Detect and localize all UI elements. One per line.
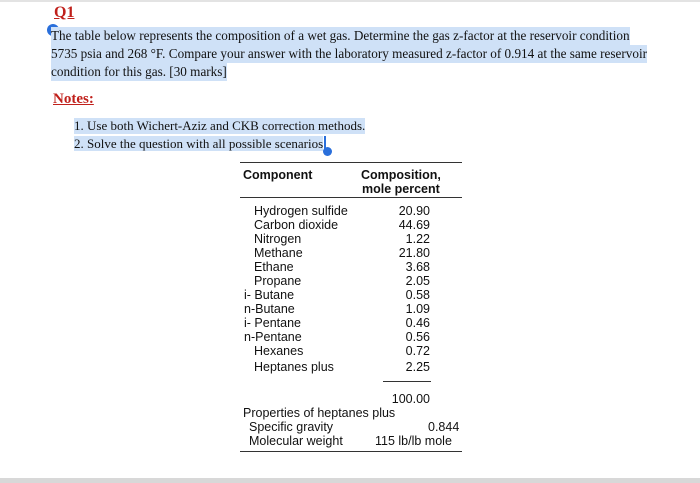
row-value: 2.05 <box>405 274 430 288</box>
row-value: 21.80 <box>398 246 430 260</box>
row-value: 3.68 <box>405 260 430 274</box>
row-value: 0.56 <box>405 330 430 344</box>
bottom-border <box>0 478 700 483</box>
row-component: n-Butane <box>244 302 295 316</box>
note-item-2: 2. Solve the question with all possible scenarios <box>74 136 324 151</box>
note-item-2-row <box>74 136 332 156</box>
row-value: 0.58 <box>405 288 430 302</box>
notes-heading: Notes: <box>53 91 94 107</box>
selection-end-handle-icon[interactable] <box>323 147 332 156</box>
row-component: Heptanes plus <box>254 360 334 374</box>
specific-gravity-label: Specific gravity <box>249 420 334 434</box>
question-title: Q1 <box>54 4 75 21</box>
table-header-rule <box>240 197 462 198</box>
table-bottom-rule <box>240 451 462 452</box>
row-component: Nitrogen <box>254 232 302 246</box>
row-component: i- Pentane <box>244 316 301 330</box>
row-component: Hexanes <box>254 344 304 358</box>
problem-line-2: 5735 psia and 268 °F. Compare your answer with the laboratory measured z-factor of 0.914 at the same reservoir <box>51 46 648 61</box>
row-component: Hydrogen sulfide <box>254 204 348 218</box>
properties-heading: Properties of heptanes plus <box>243 406 396 420</box>
row-component: n-Pentane <box>244 330 302 344</box>
table-top-rule <box>240 162 462 163</box>
total-value: 100.00 <box>391 392 430 406</box>
row-value: 1.22 <box>405 232 430 246</box>
molecular-weight-label: Molecular weight <box>249 434 343 448</box>
row-value: 44.69 <box>398 218 430 232</box>
top-border <box>0 0 700 2</box>
specific-gravity-value: 0.844 <box>428 420 460 434</box>
molecular-weight-value: 115 lb/lb mole <box>375 434 452 448</box>
row-component: i- Butane <box>244 288 295 302</box>
row-component: Methane <box>254 246 303 260</box>
row-value: 2.25 <box>405 360 430 374</box>
row-value: 0.46 <box>405 316 430 330</box>
row-component: Propane <box>254 274 302 288</box>
row-component: Carbon dioxide <box>254 218 339 232</box>
header-component: Component <box>243 168 313 182</box>
header-composition-2: mole percent <box>362 182 440 196</box>
problem-line-3: condition for this gas. [30 marks] <box>51 64 227 79</box>
row-value: 20.90 <box>398 204 430 218</box>
problem-line-1: The table below represents the composition of a wet gas. Determine the gas z-factor at the reservoir condition <box>51 28 630 43</box>
note-item-1: 1. Use both Wichert-Aziz and CKB correction methods. <box>74 118 366 133</box>
row-value: 0.72 <box>405 344 430 358</box>
header-composition-1: Composition, <box>361 168 441 182</box>
total-rule <box>383 381 431 382</box>
row-value: 1.09 <box>405 302 430 316</box>
row-component: Ethane <box>254 260 294 274</box>
